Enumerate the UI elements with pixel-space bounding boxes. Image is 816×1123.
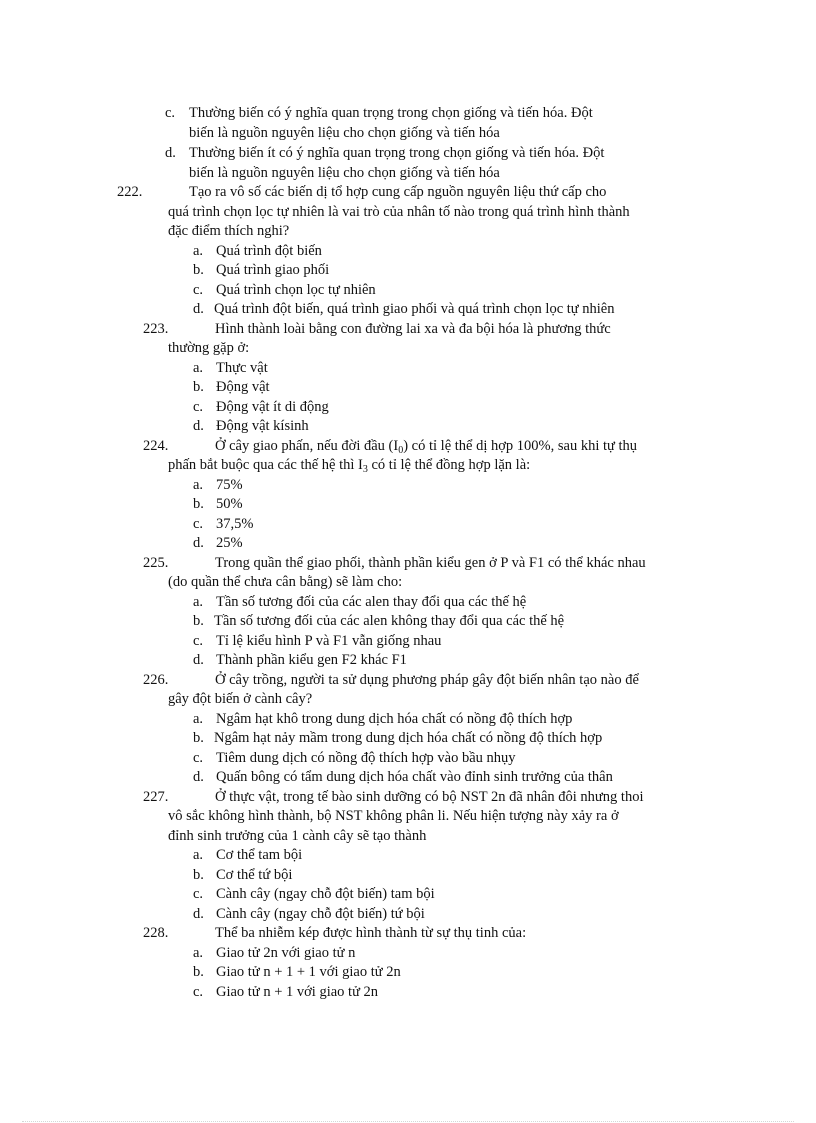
q222-option-c: Quá trình chọn lọc tự nhiên <box>216 282 376 298</box>
q222-option-letter: c. <box>193 282 204 298</box>
q224-stem-line1-sub: 0 <box>398 445 404 456</box>
q222-option-letter: d. <box>193 301 204 317</box>
q222-number: 222. <box>117 184 143 200</box>
q223-option-b: Động vật <box>216 379 270 395</box>
q226-option-d: Quấn bông có tẩm dung dịch hóa chất vào đỉnh sinh trưởng của thân <box>216 769 613 785</box>
q223-option-letter: d. <box>193 418 204 434</box>
q222-option-b: Quá trình giao phối <box>216 262 330 278</box>
q224-option-a: 75% <box>216 477 243 493</box>
q226-option-letter: a. <box>193 711 204 727</box>
q228-option-a: Giao tử 2n với giao tử n <box>216 945 356 961</box>
q222-option-d: Quá trình đột biến, quá trình giao phối và quá trình chọn lọc tự nhiên <box>214 301 615 317</box>
q227-option-b: Cơ thể tứ bội <box>216 867 293 883</box>
q224-option-letter: b. <box>193 496 204 512</box>
q223-stem-line1: Hình thành loài bằng con đường lai xa và đa bội hóa là phương thức <box>215 321 611 337</box>
q225-option-letter: c. <box>193 633 204 649</box>
q222-stem-line1: Tạo ra vô số các biến dị tổ hợp cung cấp nguồn nguyên liệu thứ cấp cho <box>189 184 607 200</box>
q221-option-c-line2: biến là nguồn nguyên liệu cho chọn giống và tiến hóa <box>189 125 500 141</box>
q224-option-letter: a. <box>193 477 204 493</box>
q224-stem-line1-b: ) có tỉ lệ thể dị hợp 100%, sau khi tự thụ <box>403 438 638 454</box>
q225-option-a: Tần số tương đối của các alen thay đổi qua các thế hệ <box>216 594 527 610</box>
page-bottom-rule <box>22 1121 794 1122</box>
q222-option-a: Quá trình đột biến <box>216 243 322 259</box>
q227-option-letter: c. <box>193 886 204 902</box>
q225-number: 225. <box>143 555 169 571</box>
q227-option-d: Cành cây (ngay chỗ đột biến) tứ bội <box>216 906 425 922</box>
q225-option-d: Thành phần kiểu gen F2 khác F1 <box>216 652 407 668</box>
q222-option-letter: a. <box>193 243 204 259</box>
q227-option-c: Cành cây (ngay chỗ đột biến) tam bội <box>216 886 435 902</box>
q228-option-letter: c. <box>193 984 204 1000</box>
q228-option-b: Giao tử n + 1 + 1 với giao tử 2n <box>216 964 401 980</box>
q226-option-letter: d. <box>193 769 204 785</box>
q228-option-c: Giao tử n + 1 với giao tử 2n <box>216 984 379 1000</box>
q223-stem-line2: thường gặp ở: <box>168 340 250 356</box>
q227-option-letter: d. <box>193 906 204 922</box>
q228-option-letter: b. <box>193 964 204 980</box>
q228-stem-line1: Thể ba nhiễm kép được hình thành từ sự thụ tinh của: <box>215 925 527 941</box>
q225-stem-line2: (do quần thể chưa cân bằng) sẽ làm cho: <box>168 574 403 590</box>
q225-option-c: Tỉ lệ kiểu hình P và F1 vẫn giống nhau <box>216 633 442 649</box>
q227-option-letter: a. <box>193 847 204 863</box>
q227-option-letter: b. <box>193 867 204 883</box>
q221-option-c-line1: Thường biến có ý nghĩa quan trọng trong chọn giống và tiến hóa. Đột <box>189 105 593 121</box>
q224-option-d: 25% <box>216 535 243 551</box>
q227-number: 227. <box>143 789 169 805</box>
q223-option-a: Thực vật <box>216 360 268 376</box>
q226-option-b: Ngâm hạt nảy mầm trong dung dịch hóa chất có nồng độ thích hợp <box>214 730 603 746</box>
q225-option-letter: d. <box>193 652 204 668</box>
q221-option-c-letter: c. <box>165 105 176 121</box>
q221-option-d-letter: d. <box>165 145 176 161</box>
q225-option-b: Tần số tương đối của các alen không thay đổi qua các thế hệ <box>214 613 565 629</box>
q224-option-letter: d. <box>193 535 204 551</box>
q225-option-letter: a. <box>193 594 204 610</box>
q223-option-letter: c. <box>193 399 204 415</box>
q222-option-letter: b. <box>193 262 204 278</box>
q228-number: 228. <box>143 925 169 941</box>
q222-stem-line2: quá trình chọn lọc tự nhiên là vai trò của nhân tố nào trong quá trình hình thành <box>168 204 630 220</box>
q225-stem-line1: Trong quần thể giao phối, thành phần kiểu gen ở P và F1 có thể khác nhau <box>215 555 646 571</box>
q226-option-letter: c. <box>193 750 204 766</box>
q226-option-letter: b. <box>193 730 204 746</box>
q227-stem-line2: vô sắc không hình thành, bộ NST không phân li. Nếu hiện tượng này xảy ra ở <box>168 808 619 824</box>
q226-number: 226. <box>143 672 169 688</box>
q224-stem-line2-b: có tỉ lệ thể đồng hợp lặn là: <box>367 457 531 473</box>
q224-stem-line2-sub: 3 <box>362 464 368 475</box>
q224-stem-line1 <box>215 437 637 456</box>
q223-number: 223. <box>143 321 169 337</box>
q226-option-a: Ngâm hạt khô trong dung dịch hóa chất có nồng độ thích hợp <box>216 711 573 727</box>
q224-option-letter: c. <box>193 516 204 532</box>
q224-stem-line2-a: phấn bắt buộc qua các thế hệ thì I <box>168 457 363 473</box>
q226-stem-line2: gây đột biến ở cành cây? <box>168 691 313 707</box>
q228-option-letter: a. <box>193 945 204 961</box>
q223-option-c: Động vật ít di động <box>216 399 329 415</box>
q226-option-c: Tiêm dung dịch có nồng độ thích hợp vào bầu nhụy <box>216 750 516 766</box>
q221-option-d-line1: Thường biến ít có ý nghĩa quan trọng trong chọn giống và tiến hóa. Đột <box>189 145 605 161</box>
q224-stem-line2 <box>168 456 530 475</box>
q223-option-letter: b. <box>193 379 204 395</box>
q221-option-d-line2: biến là nguồn nguyên liệu cho chọn giống và tiến hóa <box>189 165 500 181</box>
q223-option-letter: a. <box>193 360 204 376</box>
q227-stem-line3: đỉnh sinh trưởng của 1 cành cây sẽ tạo thành <box>168 828 427 844</box>
q224-option-c: 37,5% <box>216 516 254 532</box>
q226-stem-line1: Ở cây trồng, người ta sử dụng phương pháp gây đột biến nhân tạo nào để <box>215 672 639 688</box>
q225-option-letter: b. <box>193 613 204 629</box>
q227-option-a: Cơ thể tam bội <box>216 847 303 863</box>
q224-stem-line1-a: Ở cây giao phấn, nếu đời đầu (I <box>215 438 399 454</box>
q223-option-d: Động vật kísinh <box>216 418 309 434</box>
q224-option-b: 50% <box>216 496 243 512</box>
q222-stem-line3: đặc điểm thích nghi? <box>168 223 290 239</box>
q227-stem-line1: Ở thực vật, trong tế bào sinh dưỡng có bộ NST 2n đã nhân đôi nhưng thoi <box>215 789 644 805</box>
q224-number: 224. <box>143 438 169 454</box>
